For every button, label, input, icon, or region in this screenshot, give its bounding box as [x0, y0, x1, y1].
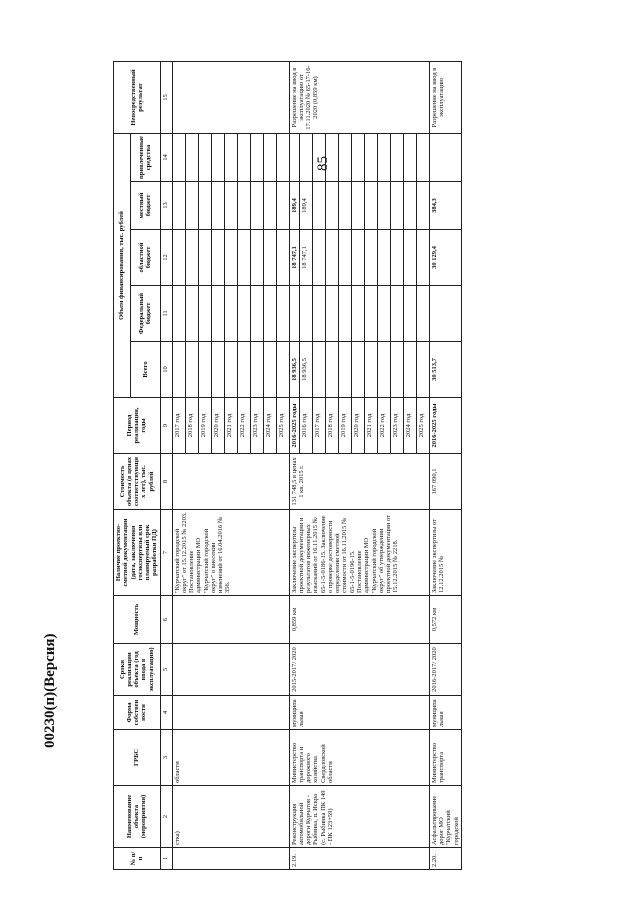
th-capacity: Мощность: [114, 596, 161, 644]
cell-federal: [289, 286, 299, 342]
cell-regional: 18 747,1: [299, 230, 312, 286]
cell-name: стка): [172, 786, 289, 848]
col-number: 4: [160, 696, 172, 730]
cell-year: 2023 год: [390, 398, 403, 454]
cell-terms: 2016-2017/ 2020: [429, 644, 461, 696]
cell-year: 2024 год: [403, 398, 416, 454]
cell-year: 2017 год: [312, 398, 325, 454]
cell-year: 2022 год: [377, 398, 390, 454]
column-number-row: [160, 62, 172, 870]
cell-year: 2018 год: [325, 398, 338, 454]
cell-ownership: муниципальная: [289, 696, 429, 730]
cell-result: Разрешение на ввод в эксплуатацию от 17.11.2020 № 65-17-16-2020 (0,859 км): [289, 62, 429, 134]
cell-year: 2018 год: [185, 398, 198, 454]
col-number: 9: [160, 398, 172, 454]
cell-year: 2016 год: [299, 398, 312, 454]
col-number: 7: [160, 510, 172, 596]
col-number: 11: [160, 286, 172, 342]
cell-year: 2021 год: [364, 398, 377, 454]
cell-capacity: 0,859 км: [289, 596, 429, 644]
cell-regional: 30 129,4: [429, 230, 461, 286]
th-cost: Стоимость объекта (в ценах соответствующих лет), тыс. рублей: [114, 454, 161, 510]
header-row: [114, 62, 131, 870]
col-number: 13: [160, 182, 172, 230]
th-docs: Наличие проектно-сметной документации (дата, заключения госэкспертизы или планируемый срок разработки ПД): [114, 510, 161, 596]
col-number: 5: [160, 644, 172, 696]
cell-year: 2020 год: [211, 398, 224, 454]
investment-table-wrapper: [113, 62, 593, 870]
th-period: Период реализации, годы: [114, 398, 161, 454]
cell-period: 2016-2025 годы: [289, 398, 299, 454]
cell-terms: 2015-2017/ 2020: [289, 644, 429, 696]
th-terms: Сроки реализации объекта (год ввода в эксплуатацию): [114, 644, 161, 696]
th-result: Непосредственный результат: [114, 62, 161, 134]
th-ownership: Форма собственности: [114, 696, 161, 730]
cell-local: 189,4: [289, 182, 299, 230]
cell-ownership: муниципальная: [429, 696, 461, 730]
investment-table: [113, 61, 462, 870]
cell-num: [172, 848, 289, 870]
th-funding: Объем финансирования, тыс. рублей: [114, 134, 131, 398]
cell-year: 2021 год: [224, 398, 237, 454]
cell-capacity: [172, 596, 289, 644]
col-number: 8: [160, 454, 172, 510]
cell-federal: [429, 286, 461, 342]
cell-year: 2017 год: [172, 398, 185, 454]
page-number: 85: [315, 156, 331, 171]
th-local: местный бюджет: [131, 182, 160, 230]
cell-year: 2024 год: [263, 398, 276, 454]
th-regional: областной бюджет: [131, 230, 160, 286]
cell-result: Разрешение на ввод в эксплуатацию: [429, 62, 461, 134]
col-number: 14: [160, 134, 172, 182]
cell-docs: Заключение экспертизы от 12.12.2015 №: [429, 510, 461, 596]
cell-year: 2019 год: [338, 398, 351, 454]
cell-name: Асфальтирование дорог МО "Курчатский городской: [429, 786, 461, 848]
cell-ownership: [172, 696, 289, 730]
table-row: [172, 62, 185, 870]
document-code: 00230(п)(Версия): [42, 633, 58, 748]
cell-year: 2023 год: [250, 398, 263, 454]
cell-cost: 167 090,1: [429, 454, 461, 510]
cell-local: 384,3: [429, 182, 461, 230]
col-number: 12: [160, 230, 172, 286]
cell-local: 189,4: [299, 182, 312, 230]
cell-year: 2020 год: [351, 398, 364, 454]
col-number: 3: [160, 730, 172, 786]
table-row: [289, 62, 299, 870]
cell-year: 2025 год: [276, 398, 289, 454]
col-number: 15: [160, 62, 172, 134]
th-federal: Федеральный бюджет: [131, 286, 160, 342]
th-total: Всего: [131, 342, 160, 398]
cell-total: 18 936,5: [299, 342, 312, 398]
th-grbs: ГРБС: [114, 730, 161, 786]
cell-grbs: области: [172, 730, 289, 786]
col-number: 2: [160, 786, 172, 848]
cell-total: 30 513,7: [429, 342, 461, 398]
cell-result: [172, 62, 289, 134]
col-number: 1: [160, 848, 172, 870]
cell-regional: 18 747,1: [289, 230, 299, 286]
cell-total: 18 936,5: [289, 342, 299, 398]
cell-private: [289, 134, 299, 182]
col-number: 10: [160, 342, 172, 398]
th-private: привлеченные средства: [131, 134, 160, 182]
table-row: [429, 62, 461, 870]
cell-grbs: Министерство транспорта и дорожного хозяйства Свердловской области: [289, 730, 429, 786]
cell-num: 2.19.: [289, 848, 429, 870]
cell-private: [429, 134, 461, 182]
cell-capacity: 0,572 км: [429, 596, 461, 644]
col-number: 6: [160, 596, 172, 644]
cell-year: 2022 год: [237, 398, 250, 454]
cell-grbs: Министерство транспорта: [429, 730, 461, 786]
cell-year: 2025 год: [416, 398, 429, 454]
cell-terms: [172, 644, 289, 696]
cell-docs: Заключение экспертизы проектной документации и результатов инженерных изысканий от 16.11.2015 № 65-1-5-0186-15. Заключение о проверке достоверности определения сметной стоимости от 16.11.2015 № 65-1-5-0196-15. Постановление администрации МО "Курчатский городской округ" об утверждении проектной документации от 15.12.2015 № 2218.: [289, 510, 429, 596]
cell-cost: 131 748,5 в ценах 1 кв. 2015 г.: [289, 454, 429, 510]
th-name: Наименование объекта (мероприятия): [114, 786, 161, 848]
cell-num: 2.20.: [429, 848, 461, 870]
cell-year: 2019 год: [198, 398, 211, 454]
th-num: № п/п: [114, 848, 161, 870]
cell-docs: "Курчатский городской округ" от 15.12.2015 № 2203. Постановление администрации МО "Курчатский городской округ" о внесении изменений от 16.04.2016 № 356.: [172, 510, 289, 596]
cell-period: 2016-2025 годы: [429, 398, 461, 454]
cell-cost: [172, 454, 289, 510]
cell-name: Реконструкция автомобильной дороги Курчатов - Рыбинка, п. Искра (с. Рыбинка ПК 149 - ПК 123+59): [289, 786, 429, 848]
